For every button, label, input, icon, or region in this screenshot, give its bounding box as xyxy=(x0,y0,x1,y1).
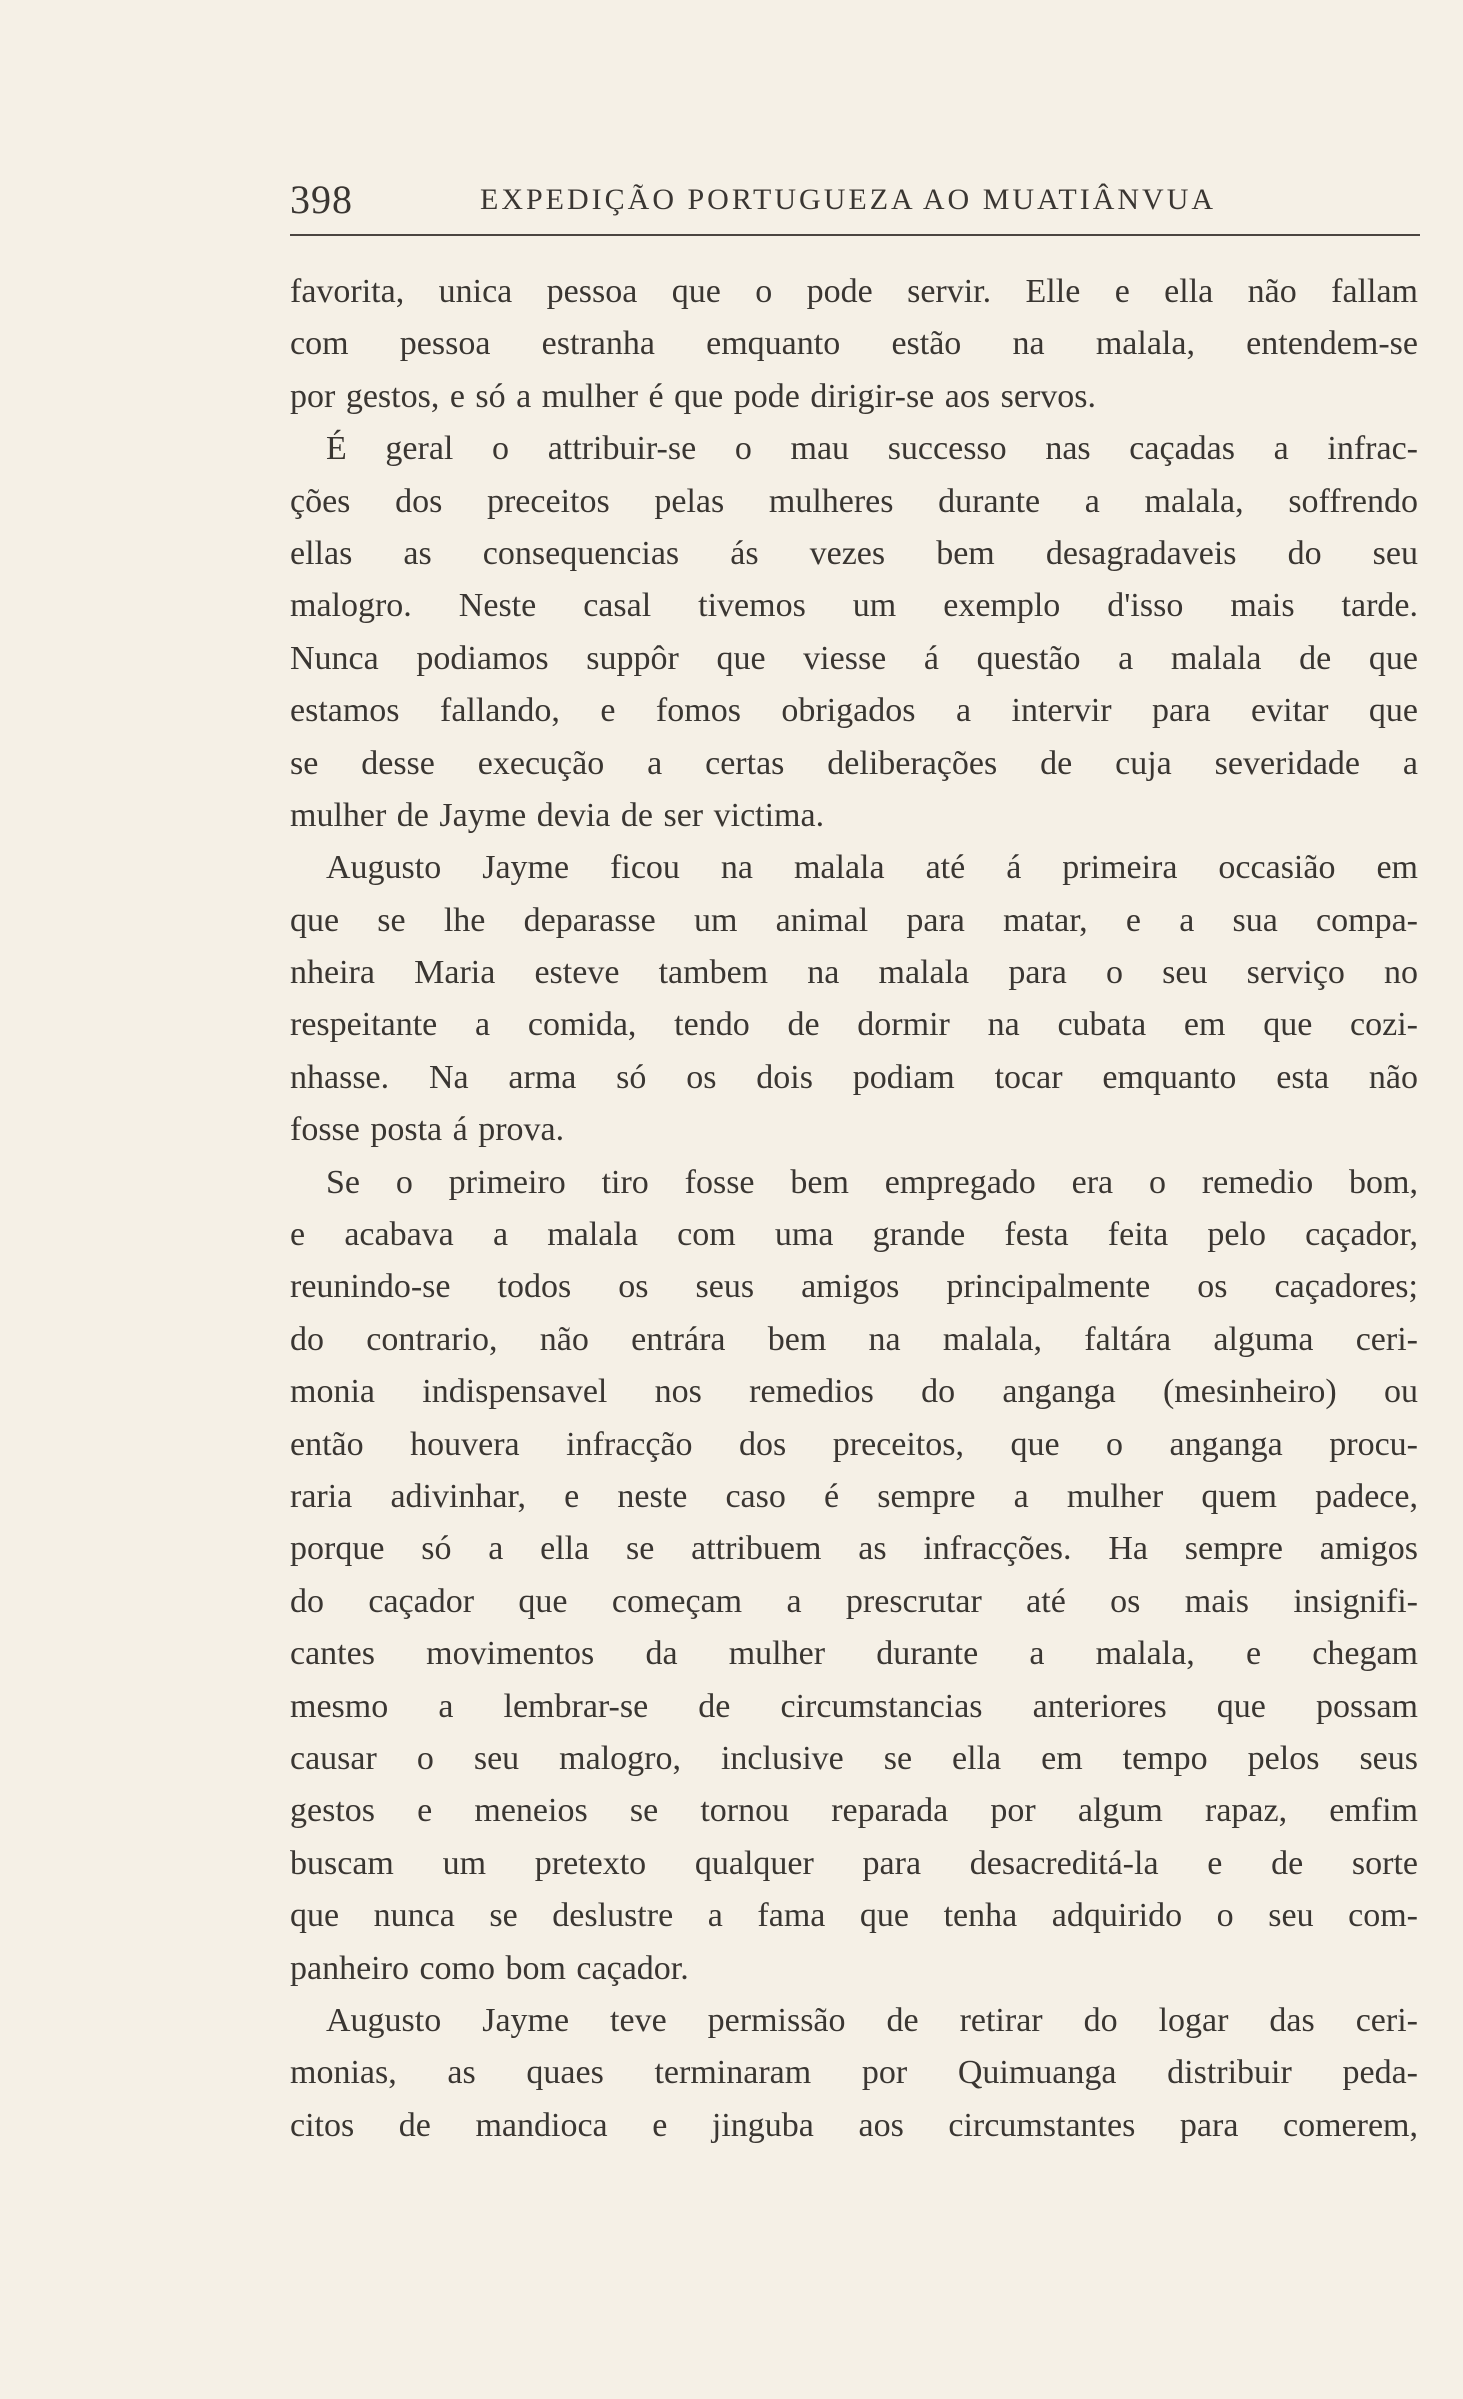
text-line: se desse execução a certas deliberações de cuja severidade a xyxy=(290,744,1418,782)
text-line: e acabava a malala com uma grande festa feita pelo caçador, xyxy=(290,1216,1418,1254)
text-line: nhasse. Na arma só os dois podiam tocar emquanto esta não xyxy=(290,1058,1418,1096)
text-line: citos de mandioca e jinguba aos circumstantes para comerem, xyxy=(290,2106,1418,2144)
running-title: EXPEDIÇÃO PORTUGUEZA AO MUATIÂNVUA xyxy=(480,183,1217,216)
text-line: panheiro como bom caçador. xyxy=(290,1949,689,1987)
page-header xyxy=(290,175,1420,225)
page-number: 398 xyxy=(290,177,353,222)
text-line: monia indispensavel nos remedios do anganga (mesinheiro) ou xyxy=(290,1373,1418,1411)
text-line: que se lhe deparasse um animal para matar, e a sua compa- xyxy=(290,901,1418,939)
text-line: malogro. Neste casal tivemos um exemplo d'isso mais tarde. xyxy=(290,587,1418,625)
text-line: cantes movimentos da mulher durante a malala, e chegam xyxy=(290,1635,1418,1673)
text-line: do contrario, não entrára bem na malala, faltára alguma ceri- xyxy=(290,1320,1418,1358)
text-line: estamos fallando, e fomos obrigados a intervir para evitar que xyxy=(290,692,1418,730)
text-line: Nunca podiamos suppôr que viesse á questão a malala de que xyxy=(290,639,1418,677)
text-line: favorita, unica pessoa que o pode servir. Elle e ella não fallam xyxy=(290,273,1418,310)
text-line: por gestos, e só a mulher é que pode dirigir-se aos servos. xyxy=(290,377,1096,415)
text-line: respeitante a comida, tendo de dormir na cubata em que cozi- xyxy=(290,1006,1418,1044)
text-line: Augusto Jayme teve permissão de retirar do logar das ceri- xyxy=(326,2001,1418,2039)
text-line: É geral o attribuir-se o mau successo nas caçadas a infrac- xyxy=(326,430,1418,468)
text-line: nheira Maria esteve tambem na malala para o seu serviço no xyxy=(290,954,1418,992)
text-line: mulher de Jayme devia de ser victima. xyxy=(290,796,825,834)
text-line: ellas as consequencias ás vezes bem desagradaveis do seu xyxy=(290,534,1418,572)
text-line: gestos e meneios se tornou reparada por algum rapaz, emfim xyxy=(290,1792,1418,1830)
header-rule xyxy=(290,234,1420,236)
text-line: porque só a ella se attribuem as infracções. Ha sempre amigos xyxy=(290,1530,1418,1568)
text-line: buscam um pretexto qualquer para desacreditá-la e de sorte xyxy=(290,1844,1418,1882)
text-line: do caçador que começam a prescrutar até os mais insignifi- xyxy=(290,1582,1418,1620)
text-line: Augusto Jayme ficou na malala até á primeira occasião em xyxy=(326,849,1418,887)
text-line: então houvera infracção dos preceitos, que o anganga procu- xyxy=(290,1425,1418,1463)
text-line: mesmo a lembrar-se de circumstancias anteriores que possam xyxy=(290,1687,1418,1725)
text-line: Se o primeiro tiro fosse bem empregado era o remedio bom, xyxy=(326,1163,1418,1201)
text-line: ções dos preceitos pelas mulheres durante a malala, soffrendo xyxy=(290,482,1418,520)
text-line: causar o seu malogro, inclusive se ella em tempo pelos seus xyxy=(290,1739,1418,1777)
body-text xyxy=(290,266,1418,2152)
text-line: que nunca se deslustre a fama que tenha adquirido o seu com- xyxy=(290,1897,1418,1935)
text-line: com pessoa estranha emquanto estão na malala, entendem-se xyxy=(290,325,1418,363)
text-line: monias, as quaes terminaram por Quimuanga distribuir peda- xyxy=(290,2054,1418,2092)
text-line: reunindo-se todos os seus amigos principalmente os caçadores; xyxy=(290,1268,1418,1306)
text-line: raria adivinhar, e neste caso é sempre a mulher quem padece, xyxy=(290,1477,1418,1515)
text-line: fosse posta á prova. xyxy=(290,1111,565,1149)
